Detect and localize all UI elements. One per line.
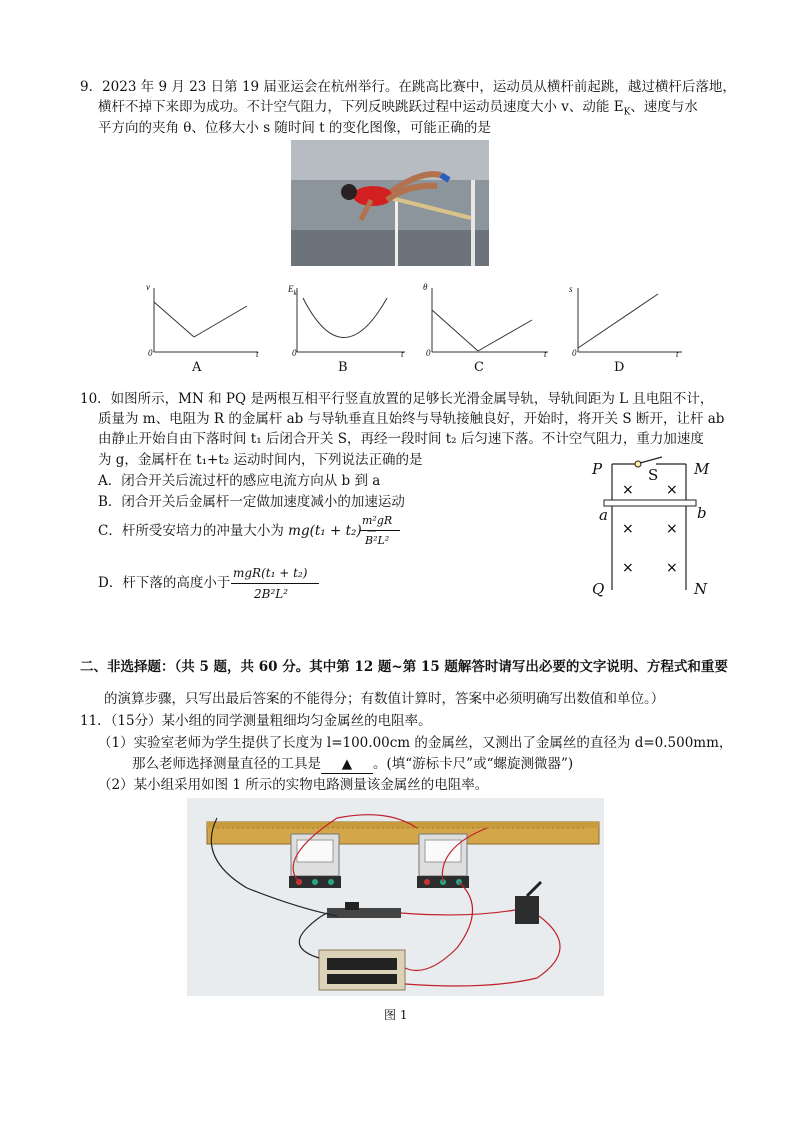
- graph-a-label: A: [192, 360, 202, 375]
- q10-option-c-fraction-bar: [360, 530, 400, 531]
- svg-text:×: ×: [622, 560, 634, 576]
- high-jump-photo: [291, 140, 489, 266]
- label-p: P: [592, 460, 603, 478]
- graph-b-origin: 0: [292, 348, 297, 358]
- graph-a-ylabel: v: [146, 282, 150, 292]
- graph-a-origin: 0: [148, 348, 153, 358]
- svg-text:×: ×: [666, 521, 678, 537]
- q11-sub1-line2: 那么老师选择测量直径的工具是 ▲ 。(填“游标卡尺”或“螺旋测微器”): [132, 756, 574, 772]
- q10-line4: 为 g，金属杆在 t₁+t₂ 运动时间内，下列说法正确的是: [98, 452, 423, 468]
- graph-d-xlabel: t: [676, 349, 679, 359]
- graph-d: [566, 282, 686, 364]
- q10-line2: 质量为 m、电阻为 R 的金属杆 ab 与导轨垂直且始终与导轨接触良好，开始时，将开关 S 断开，让杆 ab: [98, 411, 725, 427]
- graph-b-label: B: [338, 360, 348, 375]
- figure-caption: 图 1: [384, 1008, 408, 1022]
- graph-a: [142, 282, 262, 364]
- answer-blank[interactable]: ▲: [321, 755, 373, 774]
- q10-line1: 10．如图所示，MN 和 PQ 是两根互相平行竖直放置的足够长光滑金属导轨，导轨间距为 L 且电阻不计，: [80, 391, 714, 407]
- q11-sub2: （2）某小组采用如图 1 所示的实物电路测量该金属丝的电阻率。: [98, 777, 489, 793]
- graph-b-ylabel: $E_k$: [288, 284, 297, 297]
- svg-text:×: ×: [622, 482, 634, 498]
- graph-d-label: D: [614, 360, 625, 375]
- q9-line1: 9．2023 年 9 月 23 日第 19 届亚运会在杭州举行。在跳高比赛中，运动员从横杆前起跳，越过横杆后落地，: [80, 79, 736, 95]
- q9-line3: 平方向的夹角 θ、位移大小 s 随时间 t 的变化图像，可能正确的是: [98, 120, 491, 136]
- q10-option-d-numerator: mgR(t₁ + t₂): [233, 566, 308, 580]
- q10-option-b: B．闭合开关后金属杆一定做加速度减小的加速运动: [98, 494, 405, 510]
- graph-d-origin: 0: [572, 348, 577, 358]
- graph-c-ylabel: θ: [423, 282, 428, 292]
- label-b: b: [697, 504, 707, 522]
- svg-text:×: ×: [622, 521, 634, 537]
- svg-text:×: ×: [666, 482, 678, 498]
- graph-c-origin: 0: [426, 348, 431, 358]
- label-switch-s: S: [648, 466, 659, 484]
- graph-d-ylabel: s: [569, 284, 573, 294]
- q10-option-c-numerator: m²gR: [362, 514, 393, 527]
- q10-line3: 由静止开始自由下落时间 t₁ 后闭合开关 S，再经一段时间 t₂ 后匀速下落。不计空气阻力，重力加速度: [98, 431, 704, 447]
- q10-option-d: D．杆下落的高度小于: [98, 575, 231, 591]
- section2-line1: 二、非选择题：（共 5 题，共 60 分。其中第 12 题~第 15 题解答时请写出必要的文字说明、方程式和重要: [80, 659, 728, 675]
- q10-option-d-denominator: 2B²L²: [254, 587, 289, 601]
- svg-text:×: ×: [666, 560, 678, 576]
- graph-c: [420, 282, 552, 364]
- q10-option-d-fraction-bar: [231, 583, 319, 584]
- circuit-photo: [187, 798, 604, 996]
- label-q: Q: [592, 580, 605, 598]
- label-m: M: [694, 460, 710, 478]
- q10-option-c: C．杆所受安培力的冲量大小为 mg(t₁ + t₂) −: [98, 523, 378, 539]
- label-a: a: [599, 506, 608, 524]
- label-n: N: [694, 580, 708, 598]
- graph-c-xlabel: t: [544, 349, 547, 359]
- graph-b: [285, 282, 410, 364]
- section2-line2: 的演算步骤，只写出最后答案的不能得分；有数值计算时，答案中必须明确写出数值和单位。）: [104, 691, 665, 707]
- graph-b-xlabel: t: [401, 349, 404, 359]
- q11-sub1-line1: （1）实验室老师为学生提供了长度为 l=100.00cm 的金属丝，又测出了金属丝的直径为 d=0.500mm，: [98, 735, 733, 751]
- q10-option-a: A．闭合开关后流过杆的感应电流方向从 b 到 a: [98, 473, 381, 489]
- graph-c-label: C: [474, 360, 484, 375]
- graph-a-xlabel: t: [256, 349, 259, 359]
- q11-line1: 11．（15分）某小组的同学测量粗细均匀金属丝的电阻率。: [80, 713, 432, 729]
- q9-line2: 横杆不掉下来即为成功。不计空气阻力，下列反映跳跃过程中运动员速度大小 v、动能 $E_K$、速度与水: [98, 99, 698, 118]
- q10-option-c-denominator: B²L²: [365, 534, 390, 547]
